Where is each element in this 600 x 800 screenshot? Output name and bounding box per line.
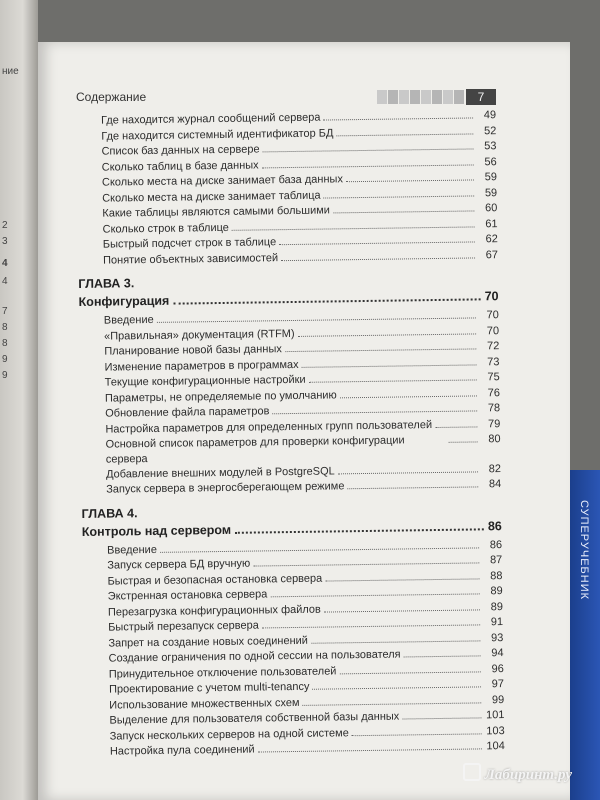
blue-book [570,470,600,800]
left-edge-text: 7 [2,306,8,317]
toc-entry: Экстренная остановка сервера 89 [107,585,503,603]
toc-entry: Быстрый подсчет строк в таблице 62 [102,233,498,251]
toc-entry: Запуск сервера в энергосберегающем режиме 84 [106,478,502,496]
book-page [38,42,570,800]
toc-top-entries [76,108,498,269]
toc-entry: Введение 86 [107,538,503,557]
toc-entry: Основной список параметров для проверки конфигурации сервера 80 [105,432,501,466]
toc-entry: Где находится журнал сообщений сервера 49 [101,109,497,127]
left-page-edge [0,0,38,800]
table-of-contents [76,108,505,760]
toc-entry: Запуск сервера БД вручную 87 [107,554,503,572]
toc-entry: Быстрая и безопасная остановка сервера 88 [107,569,503,588]
watermark [463,763,572,784]
toc-entry: Сколько места на диске занимает база данных 59 [101,171,498,189]
page-number-bar [376,89,496,105]
toc-entry: Принудительное отключение пользователей 96 [108,662,504,681]
toc-entry: «Правильная» документация (RTFM) 70 [104,324,500,343]
toc-entry: Параметры, не определяемые по умолчанию 76 [104,386,501,405]
page-header-title: Содержание [76,90,147,104]
page-number: 7 [466,89,496,105]
toc-entry: Сколько строк в таблице 61 [102,217,498,236]
toc-entry: Планирование новой базы данных 72 [104,340,500,358]
toc-entry: Настройка пула соединений 104 [109,740,505,758]
chapter-4-label: ГЛАВА 4. [81,505,138,521]
book-spine-text: СУПЕРУЧЕБНИК [578,500,590,601]
toc-entry: Изменение параметров в программах 73 [104,355,500,374]
left-edge-text: 4 [2,258,8,269]
toc-entry: Быстрый перезапуск сервера 91 [108,616,504,634]
labirint-logo-icon [463,763,481,781]
toc-entry: Какие таблицы являются самыми большими 60 [102,202,498,220]
toc-entry: Запуск нескольких серверов на одной системе 103 [109,724,505,743]
toc-entry: Настройка параметров для определенных групп пользователей 79 [105,417,501,436]
toc-entry: Обновление файла параметров 78 [105,402,501,420]
chapter-3-label: ГЛАВА 3. [78,276,135,291]
page-header [76,86,496,108]
left-edge-text: 9 [2,354,8,365]
left-edge-text: 2 [2,220,8,231]
toc-entry: Где находится системный идентификатор БД 52 [101,124,497,143]
left-edge-text: ние [2,66,19,77]
left-edge-text: 9 [2,370,8,381]
left-edge-text: 8 [2,322,8,333]
left-edge-text: 3 [2,236,8,247]
toc-entry: Создание ограничения по одной сессии на пользователя 94 [108,647,504,665]
toc-entry: Использование множественных схем 99 [109,693,505,712]
chapter-3-title: Конфигурация 70 [78,289,499,309]
toc-entry: Текущие конфигурационные настройки 75 [104,371,500,389]
toc-entry: Введение 70 [103,309,499,327]
toc-entry: Выделение для пользователя собственной базы данных 101 [109,709,505,727]
toc-entry: Проектирование с учетом multi-tenancy 97 [108,678,505,696]
toc-entry: Список баз данных на сервере 53 [101,140,497,158]
watermark-text: Лабиринт.ру [484,767,572,783]
left-edge-text: 4 [2,276,8,287]
toc-entry: Перезагрузка конфигурационных файлов 89 [107,600,504,619]
toc-entry: Добавление внешних модулей в PostgreSQL 82 [105,462,502,481]
chapter-4-title: Контроль над сервером 86 [81,518,502,539]
toc-entry: Сколько таблиц в базе данных 56 [101,155,497,174]
toc-entry: Запрет на создание новых соединений 93 [108,631,504,650]
toc-entry: Понятие объектных зависимостей 67 [102,248,499,267]
toc-entry: Сколько места на диске занимает таблица 59 [102,186,498,205]
left-edge-text: 8 [2,338,8,349]
